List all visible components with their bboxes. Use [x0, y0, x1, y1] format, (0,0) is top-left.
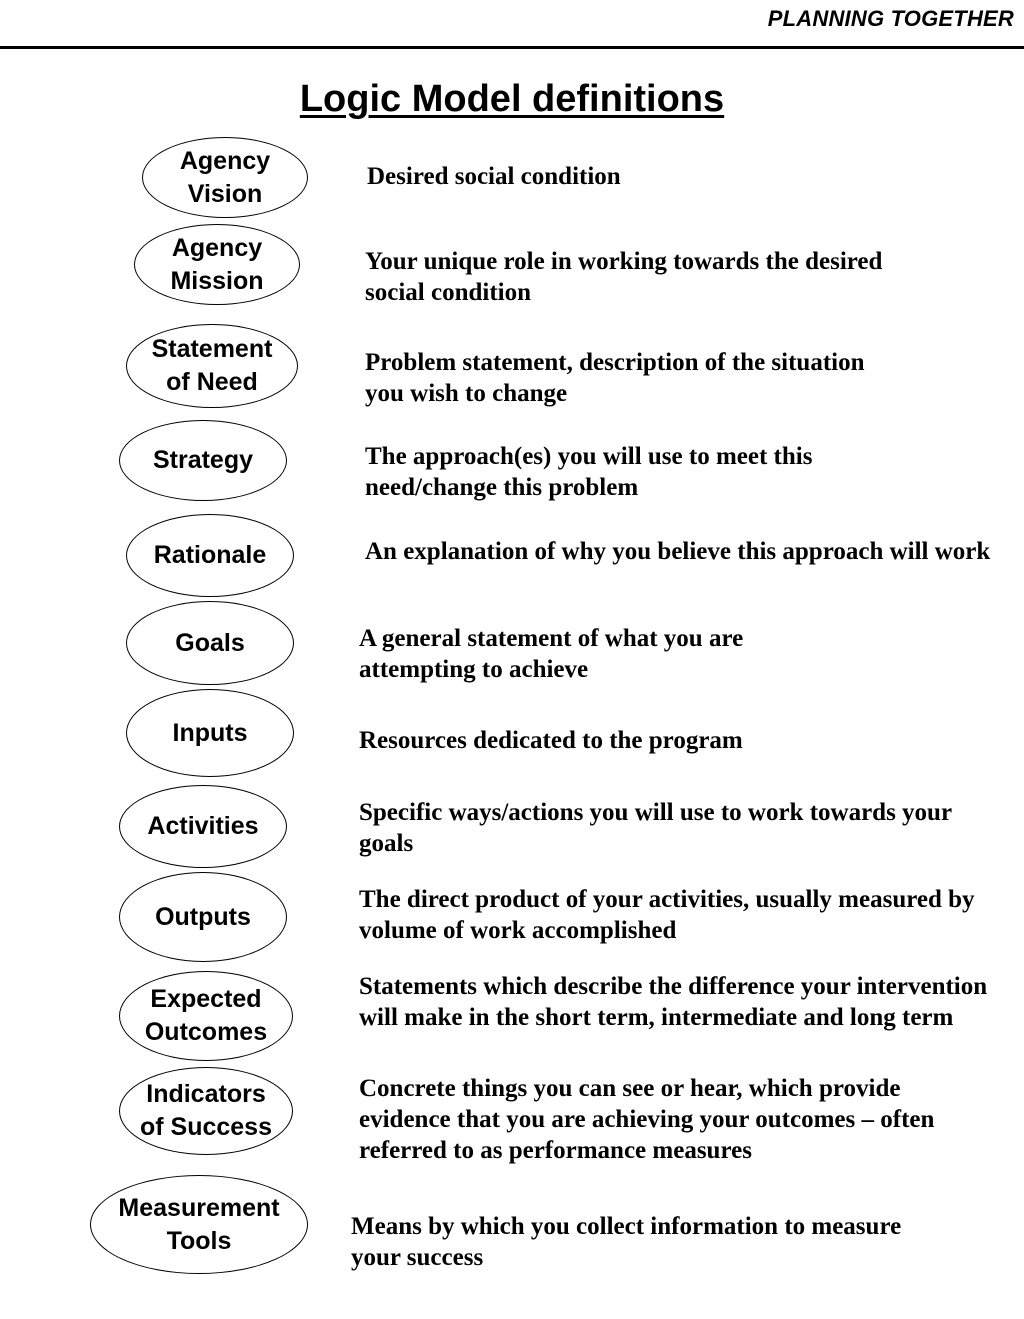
definition-statement-of-need: Problem statement, description of the situation you wish to change: [365, 349, 865, 407]
term-statement-of-need: Statement of Need: [126, 324, 298, 408]
definition-measurement-tools: Means by which you collect information to measure your success: [351, 1213, 902, 1271]
definition-strategy: The approach(es) you will use to meet this need/change this problem: [365, 443, 813, 501]
definition-inputs: Resources dedicated to the program: [359, 727, 743, 754]
header-text: PLANNING TOGETHER: [767, 6, 1014, 31]
term-strategy: Strategy: [119, 420, 287, 501]
definition-activities: Specific ways/actions you will use to work towards your goals: [359, 799, 952, 857]
term-inputs: Inputs: [126, 689, 294, 777]
term-measurement-tools: Measurement Tools: [90, 1175, 308, 1274]
term-goals: Goals: [126, 601, 294, 685]
header-divider: [0, 46, 1024, 49]
definition-agency-mission: Your unique role in working towards the desired social condition: [365, 248, 883, 306]
definition-outputs: The direct product of your activities, usually measured by volume of work accomplished: [359, 886, 975, 944]
term-rationale: Rationale: [126, 514, 294, 597]
definition-rationale: An explanation of why you believe this approach will work: [365, 538, 991, 565]
definition-goals: A general statement of what you are attempting to achieve: [359, 625, 744, 683]
term-outputs: Outputs: [119, 872, 287, 962]
term-expected-outcomes: Expected Outcomes: [119, 971, 293, 1061]
term-activities: Activities: [119, 785, 287, 868]
term-indicators-of-success: Indicators of Success: [119, 1067, 293, 1155]
term-agency-mission: Agency Mission: [134, 224, 300, 305]
definition-expected-outcomes: Statements which describe the difference your intervention will make in the short term, intermediate and long term: [359, 973, 988, 1031]
definition-indicators-of-success: Concrete things you can see or hear, which provide evidence that you are achieving your outcomes – often referred to as performance measures: [359, 1075, 935, 1164]
term-agency-vision: Agency Vision: [142, 137, 308, 218]
definition-agency-vision: Desired social condition: [367, 163, 621, 190]
page-title: Logic Model definitions: [299, 78, 725, 120]
